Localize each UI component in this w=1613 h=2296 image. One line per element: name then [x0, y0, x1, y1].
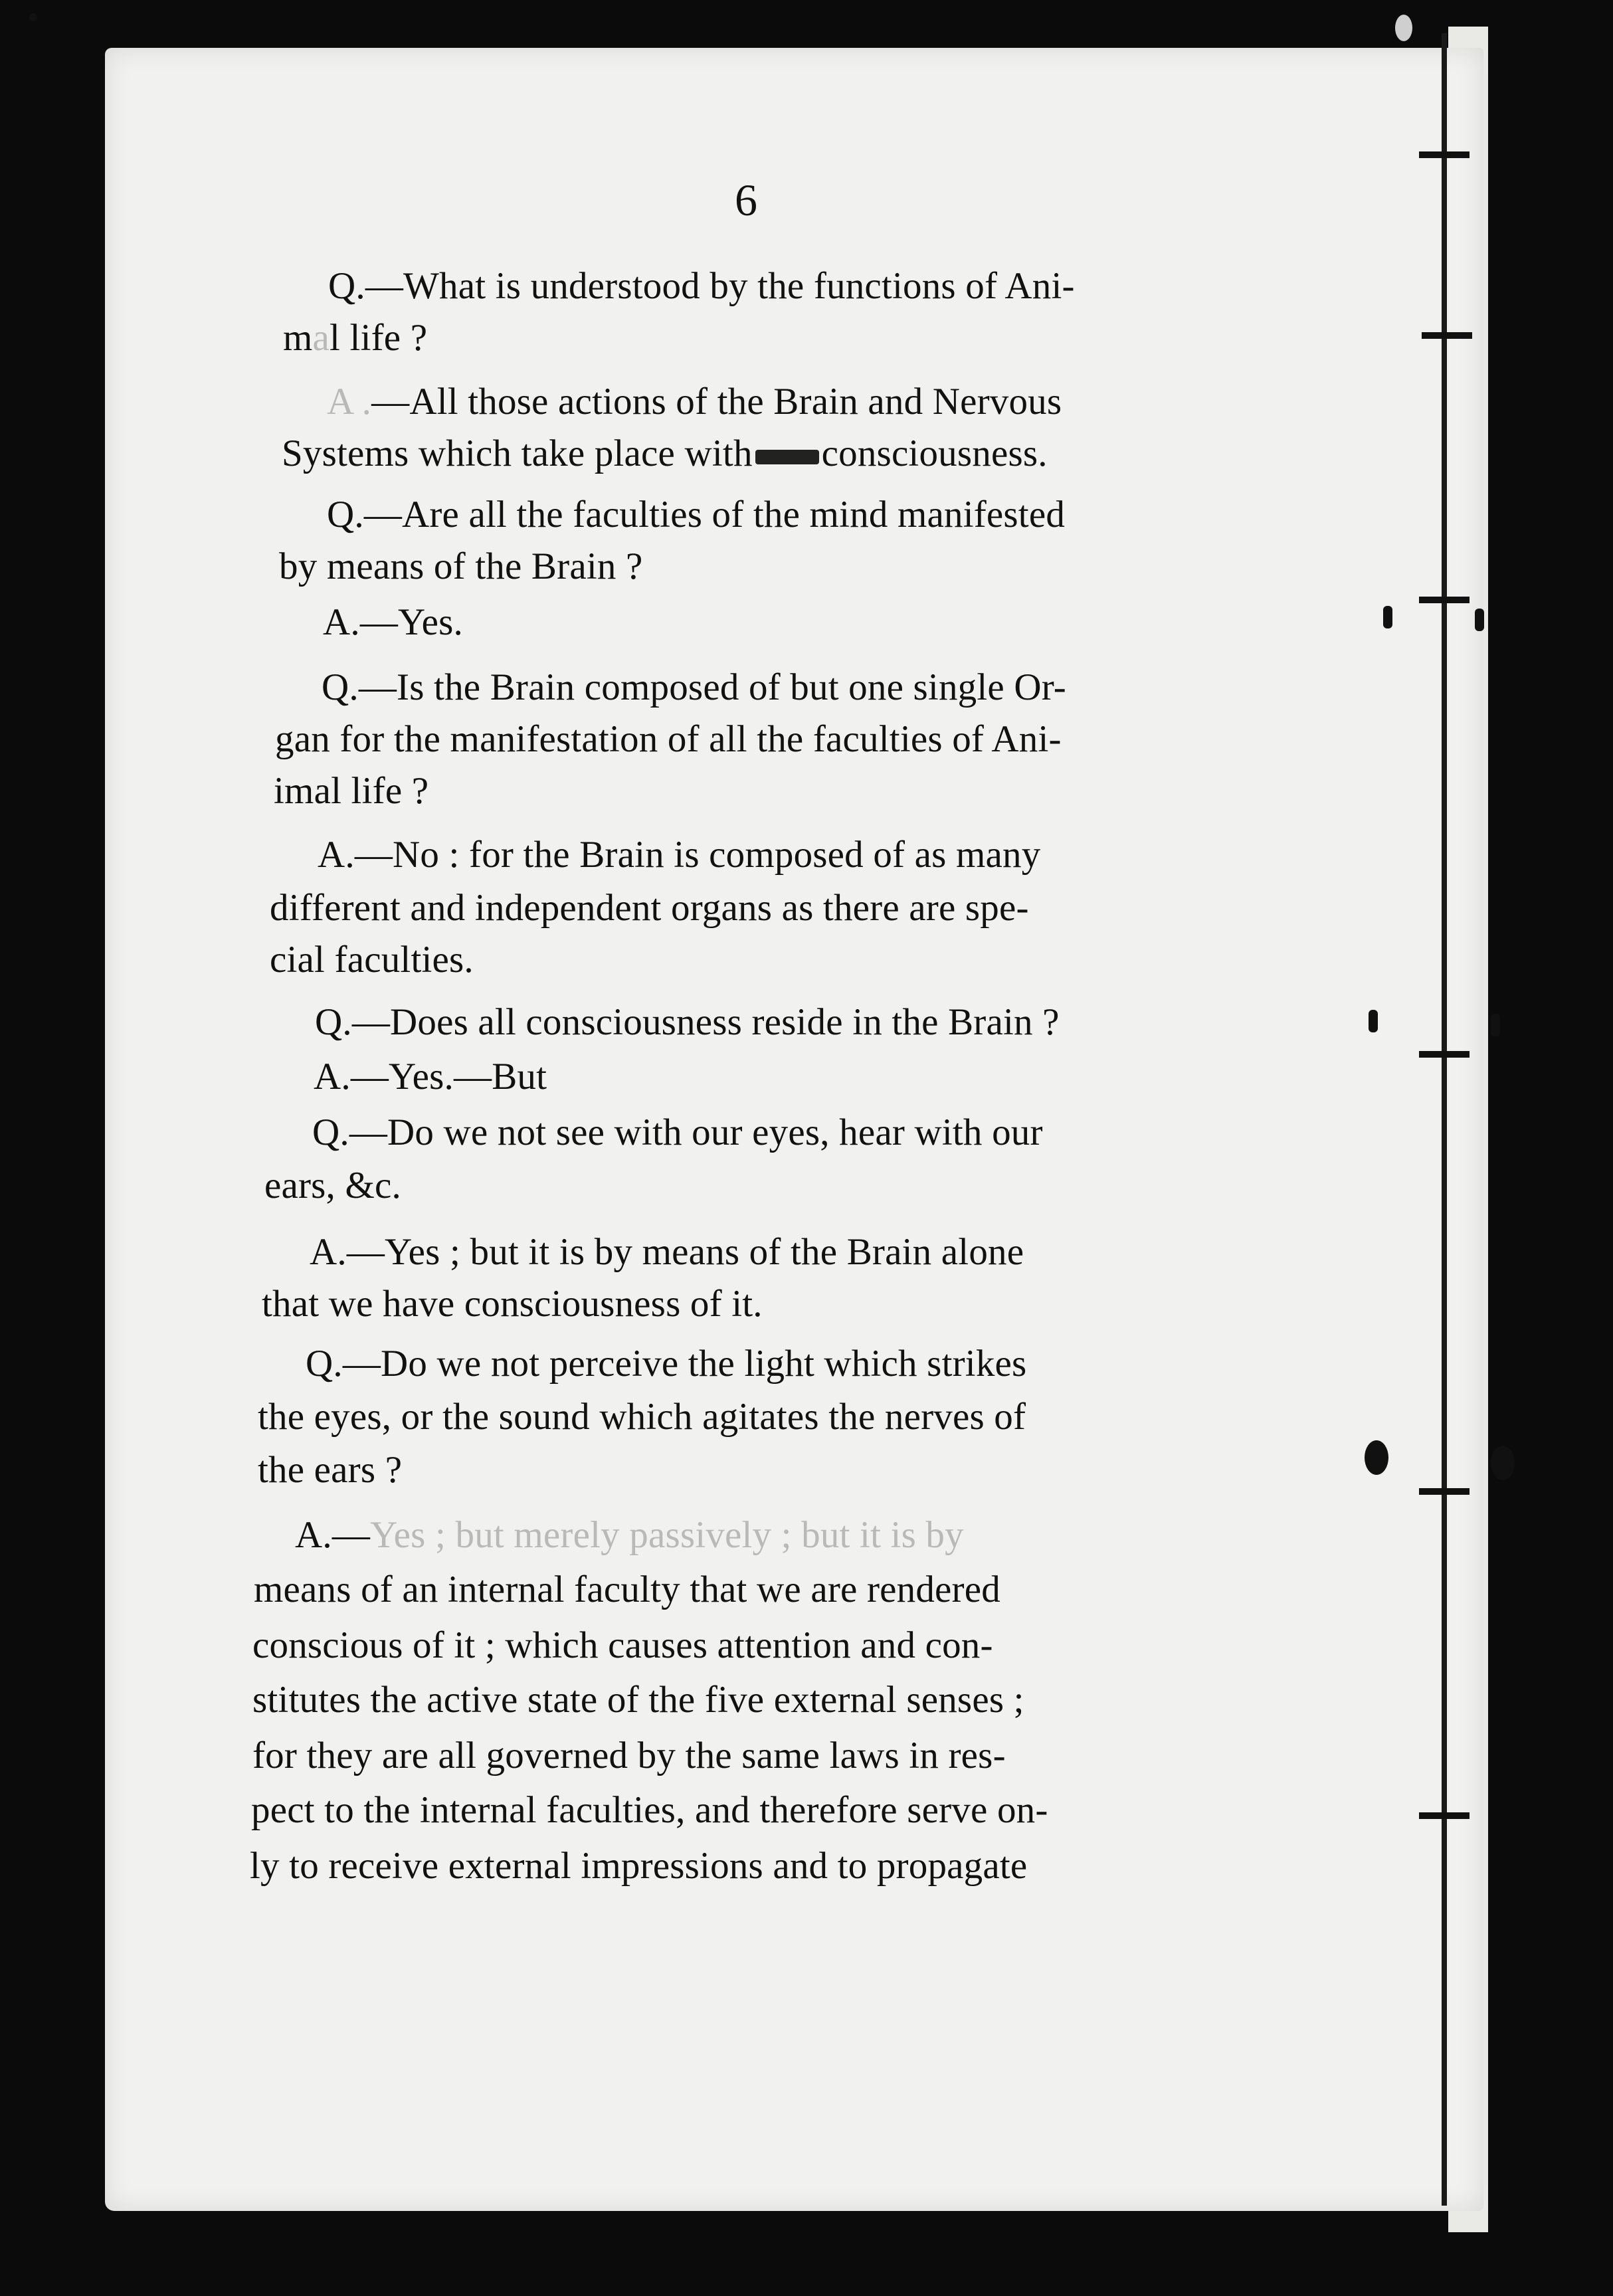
binding-knot — [1491, 1446, 1515, 1480]
text-fragment: m — [283, 317, 313, 359]
text-line: for they are all governed by the same laws in res- — [252, 1735, 1006, 1776]
binding-thread — [1442, 33, 1447, 2206]
binding-mark — [1475, 609, 1484, 631]
text-line: Q.—Is the Brain composed of but one single Or- — [322, 666, 1066, 708]
text-line: pect to the internal faculties, and therefore serve on- — [251, 1789, 1048, 1831]
text-line: A.—No : for the Brain is composed of as many — [318, 834, 1041, 876]
scan-speck — [29, 13, 37, 21]
text-line — [282, 432, 1048, 475]
faint-text: Yes ; but merely passively ; but it is by — [370, 1514, 964, 1556]
text-fragment: —All those actions of the Brain and Nervous — [371, 381, 1062, 423]
binding-knot — [1365, 1440, 1388, 1475]
text-line: Q.—Do we not perceive the light which strikes — [306, 1343, 1027, 1385]
text-line: A.—Yes. — [323, 601, 464, 643]
text-line: Q.—What is understood by the functions of Ani- — [328, 265, 1075, 307]
binding-stitch — [1419, 1051, 1470, 1058]
text-line: the ears ? — [258, 1449, 403, 1491]
faint-letter: a — [312, 317, 330, 359]
text-line: Q.—Do we not see with our eyes, hear with our — [312, 1111, 1043, 1153]
text-line: gan for the manifestation of all the faculties of Ani- — [275, 718, 1062, 760]
text-line: that we have consciousness of it. — [262, 1283, 763, 1325]
text-line: by means of the Brain ? — [279, 545, 643, 587]
binding-stitch — [1419, 597, 1470, 603]
text-line: ears, &c. — [264, 1165, 401, 1206]
text-fragment: l — [330, 317, 350, 359]
text-fragment: A.— — [295, 1514, 371, 1556]
page-number: 6 — [735, 175, 757, 225]
binding-stitch — [1422, 332, 1472, 339]
scan-speck — [1395, 15, 1412, 41]
binding-mark — [1383, 606, 1392, 628]
text-line: A.—Yes ; but it is by means of the Brain alone — [310, 1231, 1024, 1273]
text-fragment: life ? — [349, 317, 428, 359]
text-line: means of an internal faculty that we are rendered — [254, 1569, 1000, 1610]
text-fragment: Systems which take place with — [282, 432, 753, 474]
text-line: ly to receive external impressions and to propagate — [250, 1845, 1028, 1887]
text-fragment: consciousness. — [821, 432, 1048, 474]
faint-letter: A . — [327, 381, 372, 423]
text-line: the eyes, or the sound which agitates the nerves of — [258, 1396, 1026, 1438]
binding-stitch — [1419, 151, 1470, 158]
binding-stitch — [1419, 1488, 1470, 1495]
text-line — [327, 380, 1062, 423]
text-line: Q.—Are all the faculties of the mind manifested — [327, 494, 1066, 535]
binding-mark — [1491, 1014, 1500, 1036]
binding-stitch — [1419, 1812, 1470, 1819]
text-line: A.—Yes.—But — [314, 1056, 547, 1098]
binding-mark — [1369, 1010, 1378, 1032]
text-line: imal life ? — [274, 770, 429, 812]
text-line: Q.—Does all consciousness reside in the Brain ? — [315, 1001, 1060, 1043]
ink-blot — [755, 450, 819, 464]
text-line: cial faculties. — [270, 939, 474, 981]
text-line — [295, 1513, 964, 1557]
text-line — [283, 316, 427, 359]
text-line: stitutes the active state of the five external senses ; — [252, 1679, 1024, 1721]
text-line: conscious of it ; which causes attention and con- — [252, 1624, 993, 1666]
text-line: different and independent organs as there are spe- — [270, 887, 1029, 929]
